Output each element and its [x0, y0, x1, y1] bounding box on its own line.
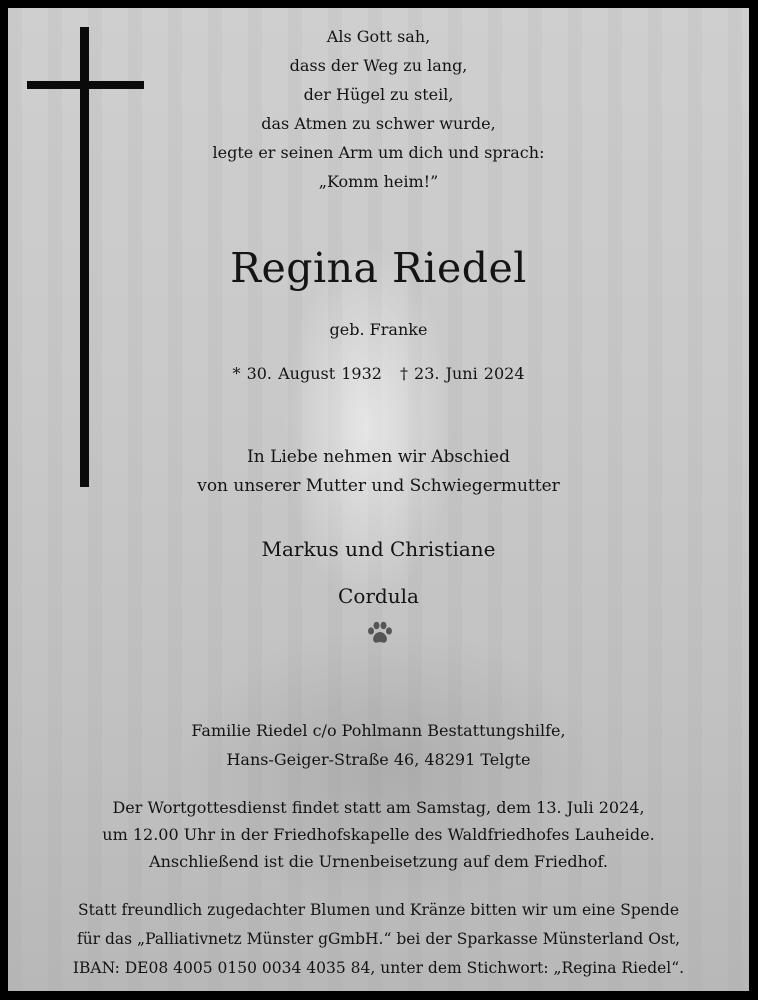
poem-line: der Hügel zu steil,: [303, 85, 454, 104]
donation-info: [8, 896, 749, 983]
obituary-notice: [8, 8, 749, 991]
birth-date: * 30. August 1932: [232, 364, 382, 383]
farewell-text: [8, 443, 749, 501]
address-line: Hans-Geiger-Straße 46, 48291 Telgte: [226, 750, 531, 769]
farewell-line: In Liebe nehmen wir Abschied: [247, 447, 510, 467]
mourners-line-1: Markus und Christiane: [261, 537, 496, 561]
donation-line: für das „Palliativnetz Münster gGmbH.“ bei der Sparkasse Münsterland Ost,: [76, 930, 681, 948]
service-line: um 12.00 Uhr in der Friedhofskapelle des Waldfriedhofes Lauheide.: [102, 825, 655, 844]
poem-line: „Komm heim!”: [318, 172, 439, 191]
donation-line: IBAN: DE08 4005 0150 0034 4035 84, unter dem Stichwort: „Regina Riedel“.: [72, 959, 685, 977]
address-line: Familie Riedel c/o Pohlmann Bestattungshilfe,: [191, 721, 566, 740]
life-dates: [8, 362, 749, 386]
mourners-line-2: Cordula: [338, 584, 419, 608]
birth-name: geb. Franke: [329, 320, 428, 339]
service-line: Der Wortgottesdienst findet statt am Samstag, dem 13. Juli 2024,: [112, 798, 645, 817]
poem-line: dass der Weg zu lang,: [289, 56, 468, 75]
contact-address: [8, 716, 749, 774]
poem: [8, 22, 749, 196]
death-date: † 23. Juni 2024: [399, 364, 525, 383]
paw-print-icon: [367, 621, 393, 645]
service-line: Anschließend ist die Urnenbeisetzung auf dem Friedhof.: [149, 852, 608, 871]
poem-line: legte er seinen Arm um dich und sprach:: [212, 143, 545, 162]
service-info: [8, 794, 749, 875]
poem-line: das Atmen zu schwer wurde,: [261, 114, 496, 133]
donation-line: Statt freundlich zugedachter Blumen und Kränze bitten wir um eine Spende: [78, 901, 679, 919]
farewell-line: von unserer Mutter und Schwiegermutter: [197, 476, 560, 496]
deceased-name: Regina Riedel: [230, 244, 527, 292]
poem-line: Als Gott sah,: [326, 27, 431, 46]
